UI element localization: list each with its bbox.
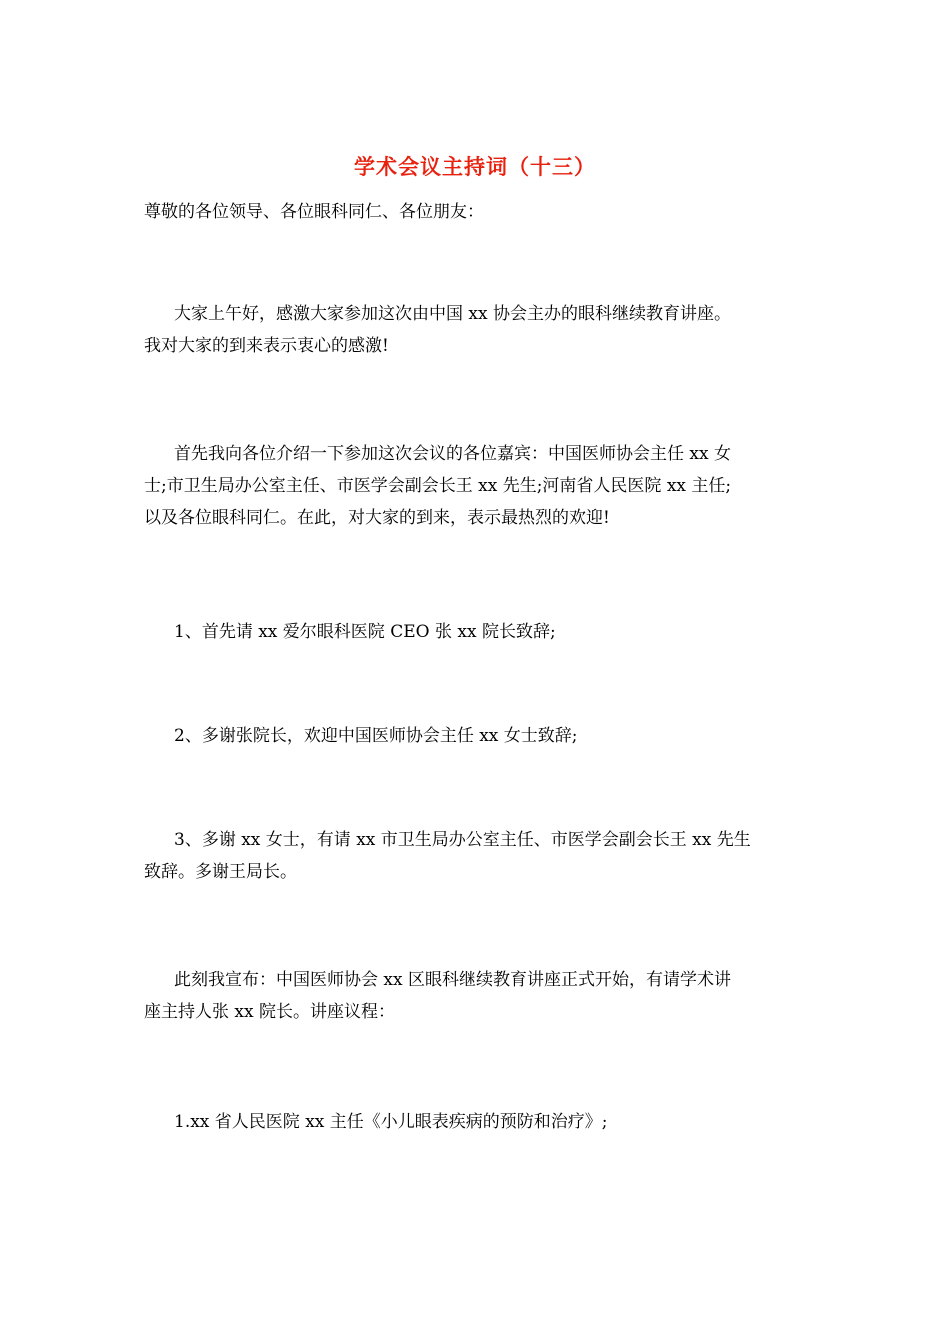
salutation: 尊敬的各位领导、各位眼科同仁、各位朋友： (144, 202, 484, 222)
paragraph-announcement (144, 964, 806, 1028)
agenda-item-2 (144, 720, 806, 752)
text-line: 座主持人张 xx 院长。讲座议程： (144, 1002, 395, 1022)
text-line: 首先我向各位介绍一下参加这次会议的各位嘉宾：中国医师协会主任 xx 女 (174, 444, 731, 464)
lecture-item-1 (144, 1106, 806, 1138)
text-line: 我对大家的到来表示衷心的感激! (144, 336, 389, 356)
text-line: 以及各位眼科同仁。在此，对大家的到来，表示最热烈的欢迎! (144, 508, 610, 528)
document-title: 学术会议主持词（十三） (354, 155, 596, 179)
agenda-item-3 (144, 824, 806, 888)
text-line: 1.xx 省人民医院 xx 主任《小儿眼表疾病的预防和治疗》; (174, 1112, 608, 1132)
text-line: 士;市卫生局办公室主任、市医学会副会长王 xx 先生;河南省人民医院 xx 主任; (144, 476, 732, 496)
paragraph-guests (144, 438, 806, 534)
text-line: 致辞。多谢王局长。 (144, 862, 297, 882)
text-line: 此刻我宣布：中国医师协会 xx 区眼科继续教育讲座正式开始，有请学术讲 (174, 970, 731, 990)
text-line: 大家上午好，感激大家参加这次由中国 xx 协会主办的眼科继续教育讲座。 (174, 304, 731, 324)
agenda-item-1 (144, 616, 806, 648)
paragraph-welcome (144, 298, 806, 362)
text-line: 2、多谢张院长，欢迎中国医师协会主任 xx 女士致辞; (174, 726, 578, 746)
text-line: 3、多谢 xx 女士，有请 xx 市卫生局办公室主任、市医学会副会长王 xx 先生 (174, 830, 751, 850)
text-line: 1、首先请 xx 爱尔眼科医院 CEO 张 xx 院长致辞; (174, 622, 556, 642)
